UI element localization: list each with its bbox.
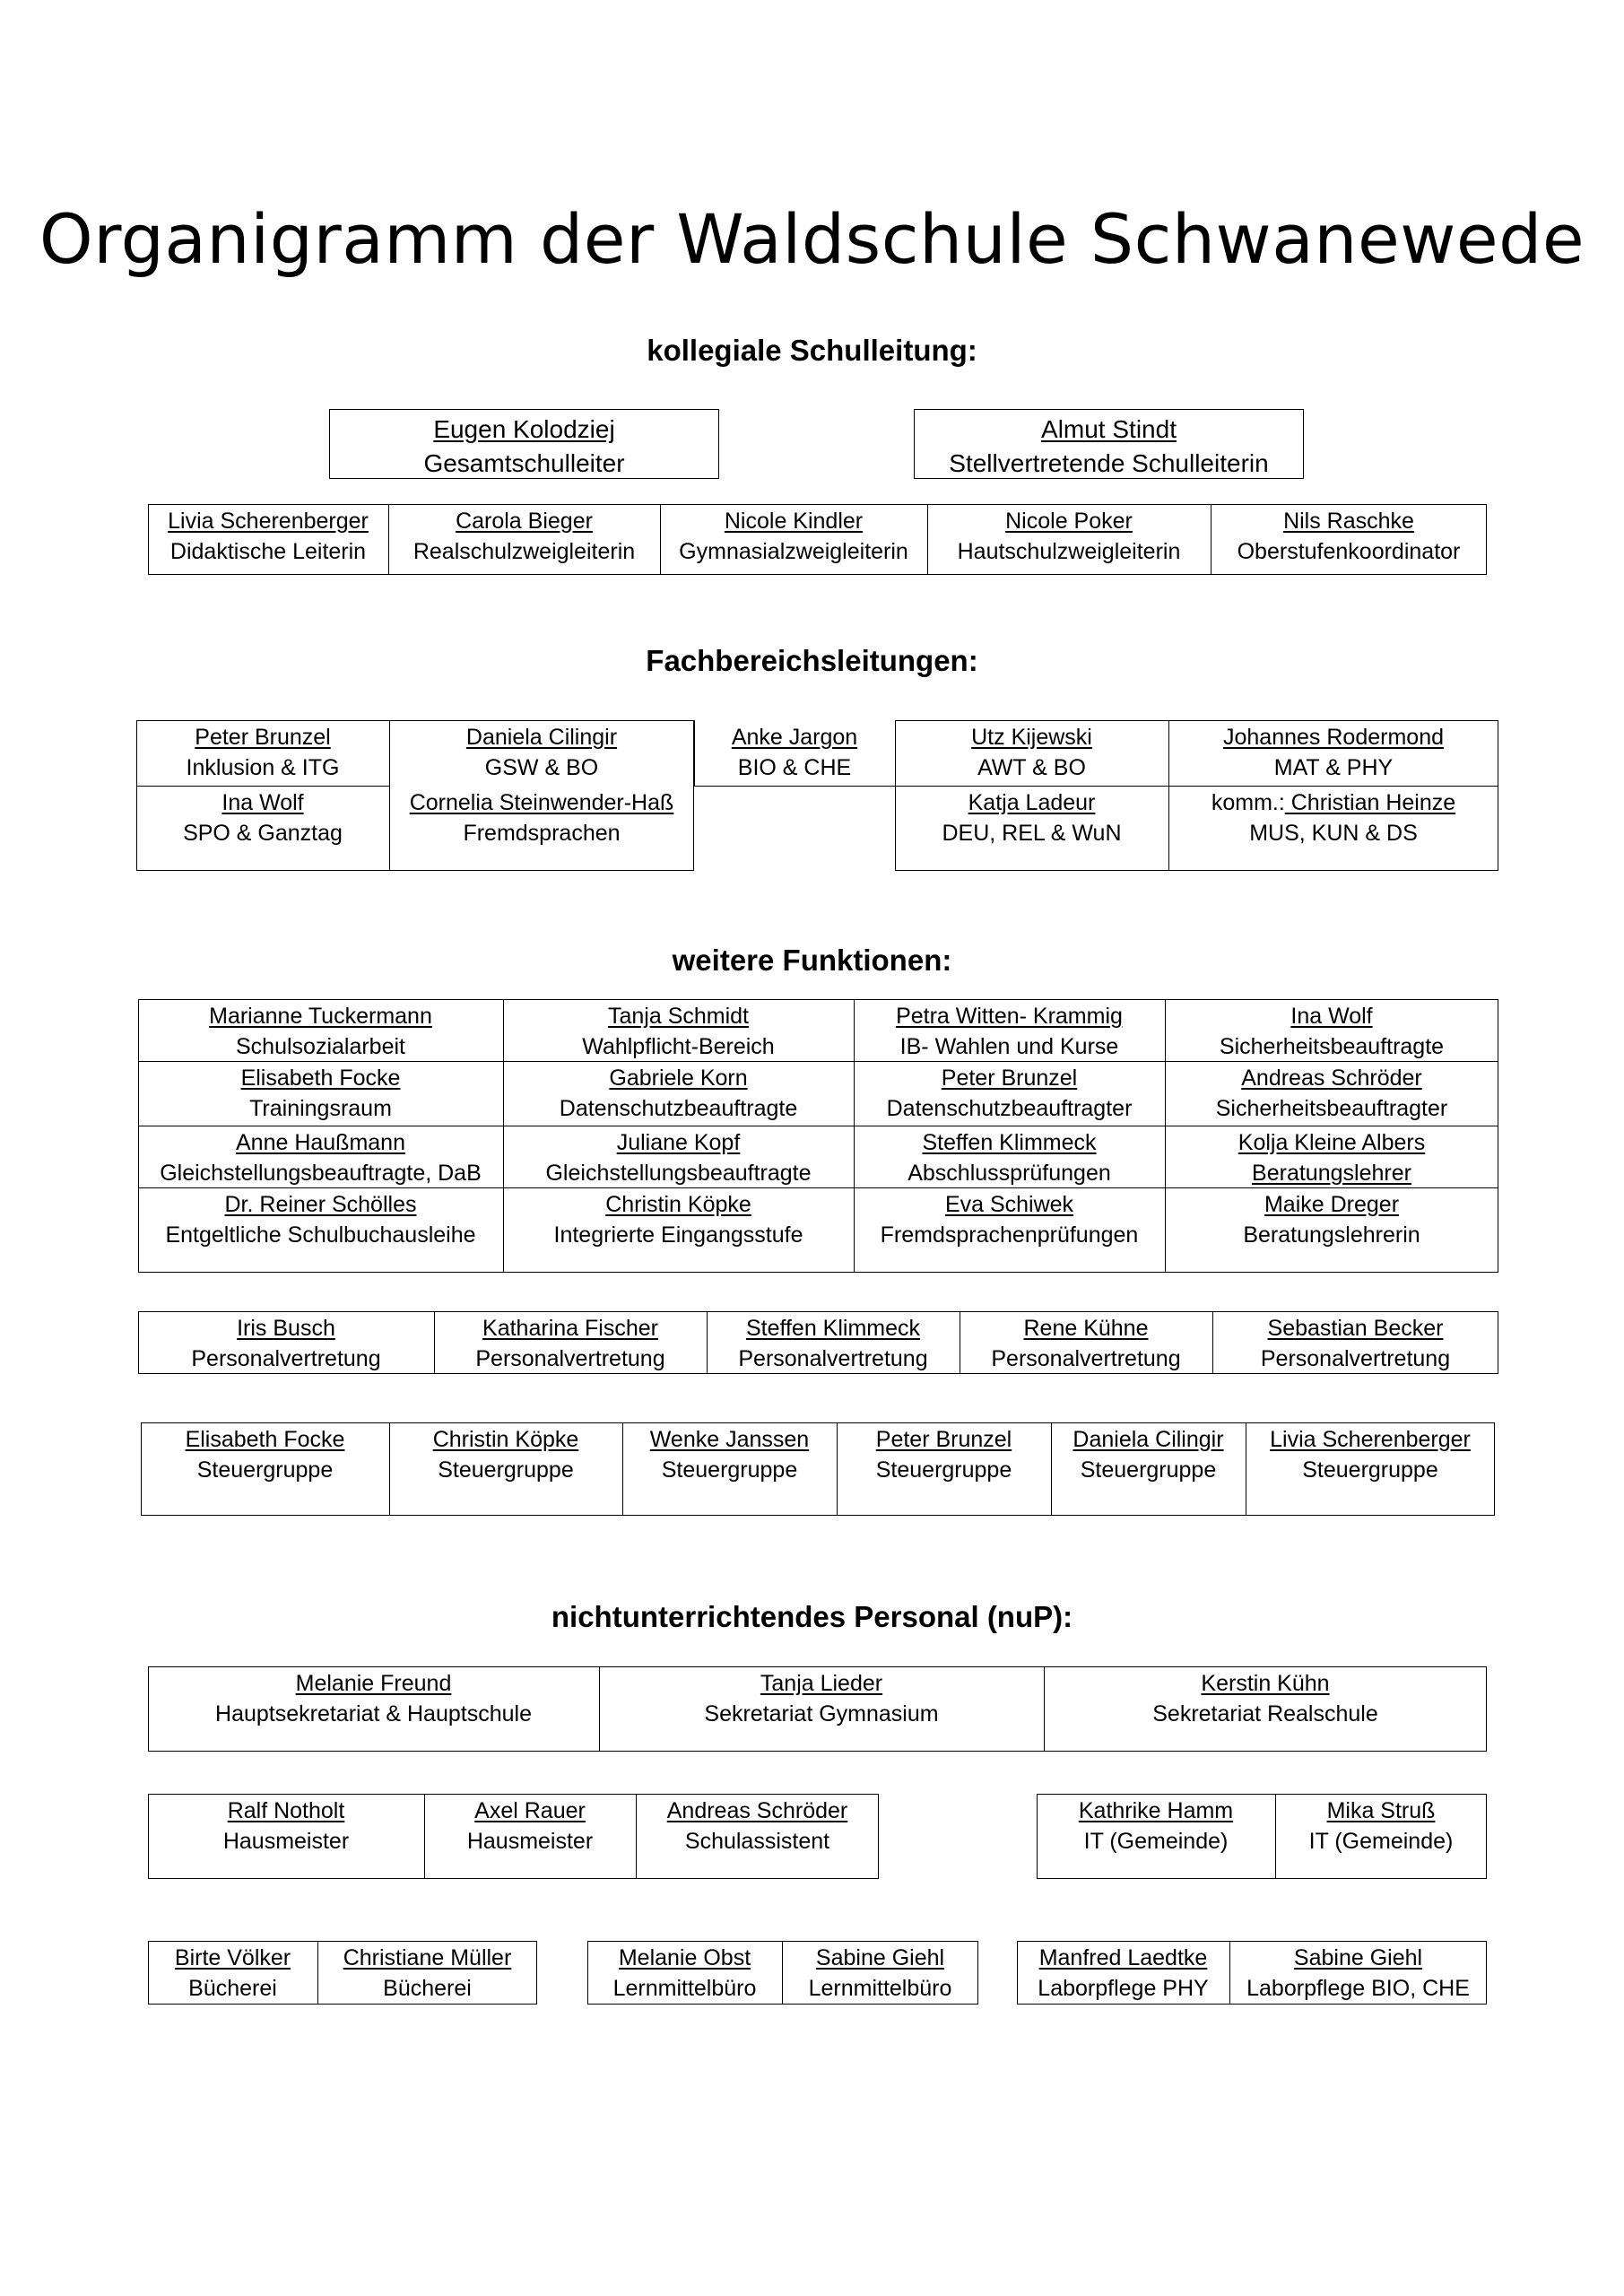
entry-name: Petra Witten- Krammig (896, 1004, 1123, 1029)
entry-prefix: komm.: (1211, 790, 1285, 815)
entry-name: Nicole Kindler (724, 509, 864, 534)
entry-name: Sebastian Becker (1267, 1316, 1444, 1341)
entry-role: Stellvertretende Schulleiterin (949, 449, 1269, 477)
entry-name: Christin Köpke (605, 1192, 751, 1217)
entry-role: Sicherheitsbeauftragte (1219, 1034, 1445, 1059)
entry-role: Abschlussprüfungen (908, 1161, 1111, 1186)
entry-fachbereich (1168, 720, 1498, 783)
entry-sekretariat (599, 1666, 1044, 1729)
entry-role: SPO & Ganztag (183, 821, 343, 846)
entry-role: Personalvertretung (1260, 1346, 1451, 1371)
entry-role: Personalvertretung (191, 1346, 381, 1371)
entry-funktion (1165, 1061, 1498, 1124)
entry-fachbereich (389, 786, 694, 848)
entry-hauptschulzweig (927, 504, 1211, 567)
entry-role: Laborpflege PHY (1038, 1976, 1209, 2001)
entry-role: Steuergruppe (196, 1457, 334, 1483)
entry-role: Sicherheitsbeauftragter (1215, 1096, 1448, 1121)
entry-role: Steuergruppe (1302, 1457, 1438, 1483)
entry-personalvertretung (138, 1311, 434, 1374)
entry-role: Personalvertretung (991, 1346, 1181, 1371)
entry-buecherei (317, 1941, 537, 2004)
entry-funktion (138, 1061, 503, 1124)
entry-role: Realschulzweigleiterin (413, 539, 636, 564)
entry-personalvertretung (1212, 1311, 1498, 1374)
entry-didaktische-leitung (148, 504, 388, 567)
entry-funktion (854, 1126, 1165, 1188)
entry-role: Personalvertretung (738, 1346, 928, 1371)
entry-name: Christian Heinze (1284, 790, 1456, 815)
entry-personalvertretung (960, 1311, 1212, 1374)
entry-role: Lernmittelbüro (612, 1976, 757, 2001)
entry-fachbereich (895, 786, 1168, 848)
entry-fachbereich (136, 720, 389, 783)
entry-role: Sekretariat Realschule (1152, 1701, 1378, 1726)
entry-name: Daniela Cilingir (1073, 1427, 1224, 1452)
entry-name: Melanie Obst (618, 1945, 751, 1970)
entry-name: Carola Bieger (456, 509, 593, 534)
entry-name: Peter Brunzel (195, 725, 331, 750)
entry-name: Steffen Klimmeck (745, 1316, 921, 1341)
entry-name: Ina Wolf (1290, 1004, 1373, 1029)
entry-role: Sekretariat Gymnasium (704, 1701, 939, 1726)
entry-oberstufe (1211, 504, 1487, 567)
entry-role: IT (Gemeinde) (1083, 1829, 1229, 1854)
entry-name: Juliane Kopf (616, 1130, 741, 1155)
entry-role: Bücherei (188, 1976, 277, 2001)
entry-name: Tanja Schmidt (607, 1004, 750, 1029)
entry-gesamtschulleiter (329, 409, 719, 481)
entry-name: Livia Scherenberger (1270, 1427, 1471, 1452)
entry-it (1275, 1794, 1487, 1857)
entry-name: Ina Wolf (221, 790, 304, 815)
entry-name: Peter Brunzel (941, 1065, 1078, 1091)
entry-name: Rene Kühne (1023, 1316, 1149, 1341)
entry-steuergruppe (1246, 1422, 1495, 1485)
entry-funktion (1165, 1126, 1498, 1188)
entry-hausmeister (424, 1794, 636, 1857)
entry-name: Christin Köpke (432, 1427, 579, 1452)
entry-funktion (503, 1187, 854, 1250)
entry-funktion (503, 999, 854, 1062)
entry-role: MUS, KUN & DS (1249, 821, 1418, 846)
entry-steuergruppe (389, 1422, 622, 1485)
entry-role: Hausmeister (222, 1829, 350, 1854)
entry-realschulzweig (388, 504, 660, 567)
entry-role: Gesamtschulleiter (423, 449, 625, 477)
entry-name: Steffen Klimmeck (922, 1130, 1097, 1155)
entry-role: Laborpflege BIO, CHE (1246, 1976, 1470, 2001)
entry-name: Nicole Poker (1005, 509, 1133, 534)
entry-role: MAT & PHY (1273, 755, 1394, 780)
entry-name: Sabine Giehl (1293, 1945, 1423, 1970)
entry-gymnasialzweig (660, 504, 927, 567)
entry-funktion (1165, 1187, 1498, 1250)
entry-role: Gleichstellungsbeauftragte, DaB (160, 1161, 482, 1186)
entry-name: Peter Brunzel (875, 1427, 1012, 1452)
entry-name: Mika Struß (1326, 1798, 1436, 1823)
entry-name: Andreas Schröder (1241, 1065, 1422, 1091)
entry-role: Oberstufenkoordinator (1237, 539, 1461, 564)
entry-role: Schulassistent (684, 1829, 830, 1854)
entry-name: Johannes Rodermond (1223, 725, 1444, 750)
entry-name: Marianne Tuckermann (209, 1004, 432, 1029)
entry-funktion (854, 1187, 1165, 1250)
entry-name: Kerstin Kühn (1201, 1671, 1330, 1696)
entry-name: Iris Busch (237, 1316, 335, 1341)
entry-funktion (854, 1061, 1165, 1124)
entry-funktion (503, 1061, 854, 1124)
heading-nup: nichtunterrichtendes Personal (nuP): (551, 1600, 1073, 1633)
entry-lernmittel (782, 1941, 978, 2004)
entry-role: Schulsozialarbeit (236, 1034, 405, 1059)
entry-role: Beratungslehrer (1252, 1161, 1411, 1186)
entry-role: Gleichstellungsbeauftragte (545, 1161, 812, 1186)
entry-role: Integrierte Eingangsstufe (553, 1222, 803, 1248)
entry-labor (1017, 1941, 1229, 2004)
entry-name: Tanja Lieder (760, 1671, 883, 1696)
entry-role: Hausmeister (466, 1829, 594, 1854)
entry-role: BIO & CHE (737, 755, 852, 780)
entry-name: Katja Ladeur (968, 790, 1096, 815)
entry-sekretariat (1044, 1666, 1487, 1729)
entry-name: Dr. Reiner Schölles (224, 1192, 417, 1217)
entry-fachbereich (389, 720, 694, 783)
entry-funktion (1165, 999, 1498, 1062)
entry-name: Christiane Müller (343, 1945, 512, 1970)
entry-role: Lernmittelbüro (808, 1976, 952, 2001)
entry-name: Kathrike Hamm (1078, 1798, 1234, 1823)
entry-name: Axel Rauer (474, 1798, 586, 1823)
entry-it (1037, 1794, 1275, 1857)
entry-role: Steuergruppe (661, 1457, 798, 1483)
entry-name: Nils Raschke (1283, 509, 1414, 534)
entry-name: Eva Schiwek (944, 1192, 1074, 1217)
entry-name: Sabine Giehl (815, 1945, 945, 1970)
entry-role: Inklusion & ITG (186, 755, 340, 780)
entry-fachbereich (694, 720, 895, 783)
page-title: Organigramm der Waldschule Schwanewede (39, 199, 1585, 279)
entry-hausmeister (636, 1794, 879, 1857)
entry-name: Utz Kijewski (971, 725, 1092, 750)
entry-name: Livia Scherenberger (168, 509, 369, 534)
entry-name: Gabriele Korn (609, 1065, 748, 1091)
entry-name: Eugen Kolodziej (433, 415, 615, 443)
entry-fachbereich (136, 786, 389, 848)
entry-name: Ralf Notholt (227, 1798, 345, 1823)
entry-name: Andreas Schröder (666, 1798, 848, 1823)
entry-steuergruppe (837, 1422, 1051, 1485)
entry-role: Fremdsprachen (463, 821, 621, 846)
entry-steuergruppe (622, 1422, 837, 1485)
entry-name: Daniela Cilingir (465, 725, 618, 750)
entry-name: Melanie Freund (295, 1671, 452, 1696)
entry-role: Hauptsekretariat & Hauptschule (215, 1701, 532, 1726)
entry-role: IT (Gemeinde) (1308, 1829, 1454, 1854)
entry-role: Entgeltliche Schulbuchausleihe (165, 1222, 476, 1248)
entry-name: Anke Jargon (731, 725, 858, 750)
entry-name: Kolja Kleine Albers (1238, 1130, 1426, 1155)
entry-steuergruppe (141, 1422, 389, 1485)
entry-role: Beratungslehrerin (1243, 1222, 1420, 1248)
entry-funktion (503, 1126, 854, 1188)
heading-fachbereich: Fachbereichsleitungen: (646, 644, 978, 677)
entry-personalvertretung (434, 1311, 707, 1374)
entry-role: Personalvertretung (475, 1346, 665, 1371)
entry-name: Almut Stindt (1041, 415, 1177, 443)
entry-funktion (854, 999, 1165, 1062)
entry-name: Elisabeth Focke (240, 1065, 401, 1091)
entry-buecherei (148, 1941, 317, 2004)
entry-role: GSW & BO (484, 755, 599, 780)
entry-fachbereich (1168, 786, 1498, 848)
entry-fachbereich (895, 720, 1168, 783)
entry-role: Steuergruppe (1080, 1457, 1217, 1483)
entry-role: Datenschutzbeauftragter (886, 1096, 1133, 1121)
entry-name: Elisabeth Focke (185, 1427, 345, 1452)
entry-role: Trainingsraum (249, 1096, 392, 1121)
entry-labor (1229, 1941, 1487, 2004)
entry-stellvertretung (914, 409, 1304, 481)
entry-steuergruppe (1051, 1422, 1246, 1485)
entry-personalvertretung (707, 1311, 960, 1374)
entry-role: IB- Wahlen und Kurse (899, 1034, 1119, 1059)
entry-role: AWT & BO (977, 755, 1086, 780)
entry-role: Wahlpflicht-Bereich (582, 1034, 775, 1059)
entry-role: Datenschutzbeauftragte (559, 1096, 798, 1121)
entry-funktion (138, 999, 503, 1062)
entry-funktion (138, 1187, 503, 1250)
heading-weitere-funktionen: weitere Funktionen: (672, 944, 952, 977)
divider (694, 786, 895, 787)
entry-name: Cornelia Steinwender-Haß (409, 790, 674, 815)
entry-role: Steuergruppe (875, 1457, 1012, 1483)
entry-funktion (138, 1126, 503, 1188)
entry-name: Maike Dreger (1264, 1192, 1400, 1217)
entry-sekretariat (148, 1666, 599, 1729)
entry-name: Manfred Laedtke (1038, 1945, 1208, 1970)
entry-role: Didaktische Leiterin (169, 539, 367, 564)
entry-name: Birte Völker (174, 1945, 291, 1970)
entry-role: Hautschulzweigleiterin (957, 539, 1181, 564)
entry-role: DEU, REL & WuN (942, 821, 1122, 846)
entry-role: Fremdsprachenprüfungen (880, 1222, 1139, 1248)
entry-name: Anne Haußmann (235, 1130, 405, 1155)
entry-role: Gymnasialzweigleiterin (679, 539, 908, 564)
entry-role: Bücherei (383, 1976, 472, 2001)
entry-name: Wenke Janssen (649, 1427, 810, 1452)
entry-lernmittel (587, 1941, 782, 2004)
entry-hausmeister (148, 1794, 424, 1857)
entry-name: Katharina Fischer (482, 1316, 658, 1341)
entry-role: Steuergruppe (438, 1457, 574, 1483)
heading-schulleitung: kollegiale Schulleitung: (647, 334, 977, 367)
